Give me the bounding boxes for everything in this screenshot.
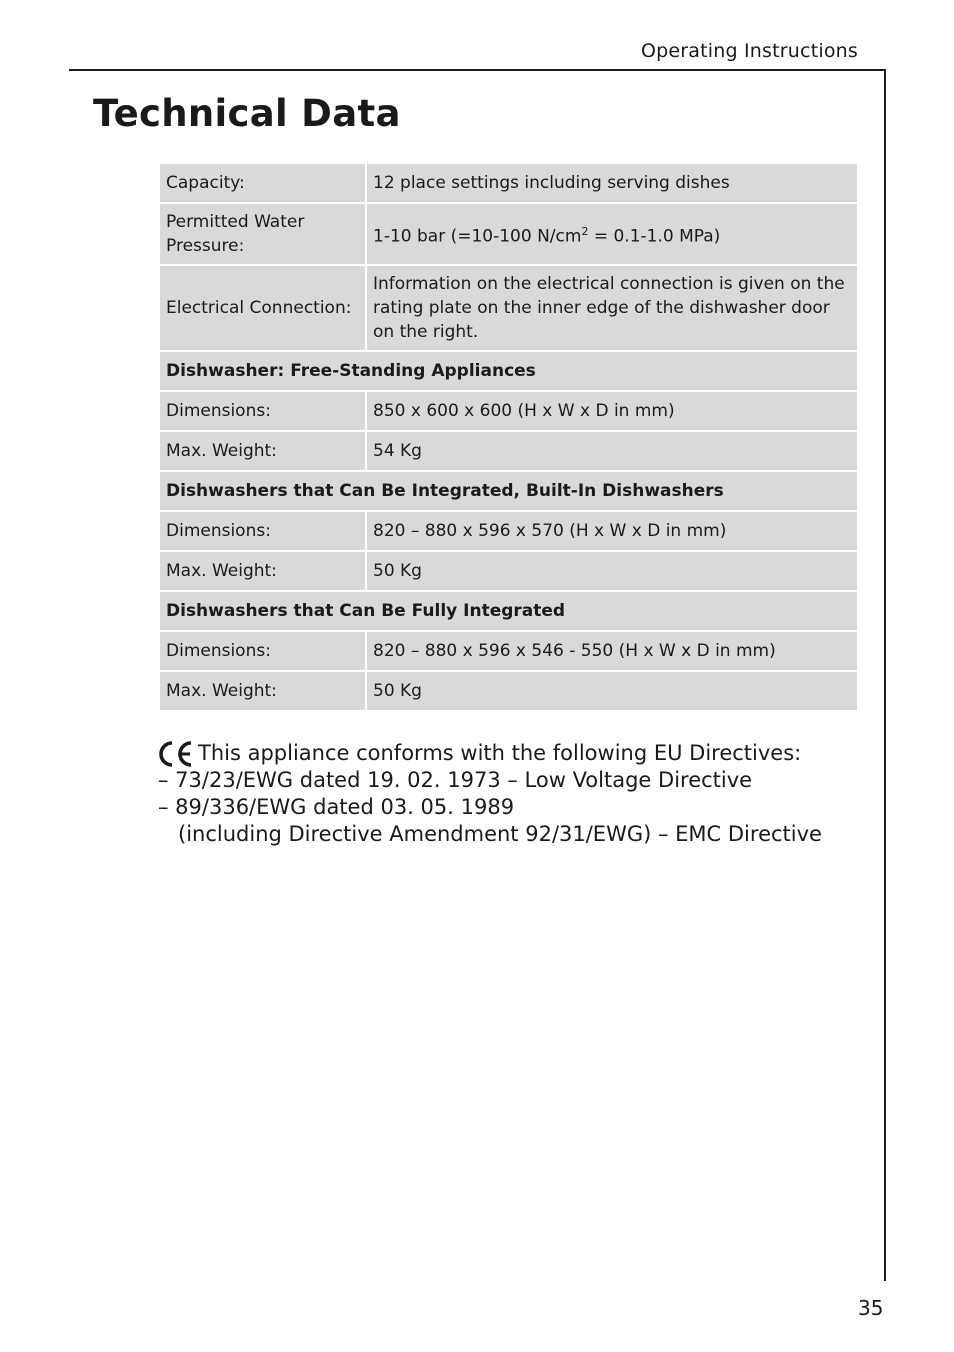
section-heading-fully-integrated: Dishwashers that Can Be Fully Integrated — [160, 592, 857, 630]
dimensions-label: Dimensions: — [160, 632, 365, 670]
weight-label: Max. Weight: — [160, 672, 365, 710]
weight-label: Max. Weight: — [160, 552, 365, 590]
dimensions-value: 820 – 880 x 596 x 570 (H x W x D in mm) — [367, 512, 857, 550]
capacity-label: Capacity: — [160, 164, 365, 202]
table-row-weight — [160, 672, 857, 710]
water-pressure-value-suffix: = 0.1-1.0 MPa) — [588, 226, 721, 247]
electrical-value: Information on the electrical connection is given on the rating plate on the inner edge of the dishwasher door on the right. — [367, 266, 857, 350]
margin-rule — [884, 69, 886, 1281]
weight-value: 50 Kg — [367, 552, 857, 590]
directive-item: – 73/23/EWG dated 19. 02. 1973 – Low Voltage Directive — [158, 768, 753, 792]
table-row-section-heading — [160, 352, 857, 390]
header-rule — [69, 69, 886, 71]
water-pressure-value-prefix: 1-10 bar (=10-100 N/cm — [373, 226, 582, 247]
conformity-block — [158, 740, 822, 848]
table-row-section-heading — [160, 472, 857, 510]
ce-mark-icon — [158, 741, 196, 767]
water-pressure-value — [367, 204, 857, 264]
table-row-weight — [160, 432, 857, 470]
weight-label: Max. Weight: — [160, 432, 365, 470]
table-row-water-pressure — [160, 204, 857, 264]
table-row-weight — [160, 552, 857, 590]
weight-value: 50 Kg — [367, 672, 857, 710]
conformity-statement: This appliance conforms with the following EU Directives: — [198, 741, 802, 765]
table-row-section-heading — [160, 592, 857, 630]
weight-value: 54 Kg — [367, 432, 857, 470]
table-row-dimensions — [160, 632, 857, 670]
technical-data-table — [158, 162, 859, 712]
dimensions-value: 850 x 600 x 600 (H x W x D in mm) — [367, 392, 857, 430]
page-number: 35 — [858, 1296, 884, 1320]
water-pressure-value-superscript: 2 — [581, 224, 589, 238]
section-heading-integrated: Dishwashers that Can Be Integrated, Built-In Dishwashers — [160, 472, 857, 510]
dimensions-label: Dimensions: — [160, 392, 365, 430]
electrical-label: Electrical Connection: — [160, 266, 365, 350]
water-pressure-label: Permitted Water Pressure: — [160, 204, 365, 264]
capacity-value: 12 place settings including serving dishes — [367, 164, 857, 202]
page-title: Technical Data — [93, 92, 401, 135]
table-row-electrical — [160, 266, 857, 350]
section-heading-free-standing: Dishwasher: Free-Standing Appliances — [160, 352, 857, 390]
directive-item-continuation: (including Directive Amendment 92/31/EWG) – EMC Directive — [178, 822, 822, 846]
table-row-dimensions — [160, 392, 857, 430]
table-row-capacity — [160, 164, 857, 202]
directive-item: – 89/336/EWG dated 03. 05. 1989 — [158, 795, 515, 819]
table-row-dimensions — [160, 512, 857, 550]
dimensions-label: Dimensions: — [160, 512, 365, 550]
dimensions-value: 820 – 880 x 596 x 546 - 550 (H x W x D in mm) — [367, 632, 857, 670]
conformity-statement-line — [158, 740, 822, 767]
running-header: Operating Instructions — [640, 40, 858, 62]
